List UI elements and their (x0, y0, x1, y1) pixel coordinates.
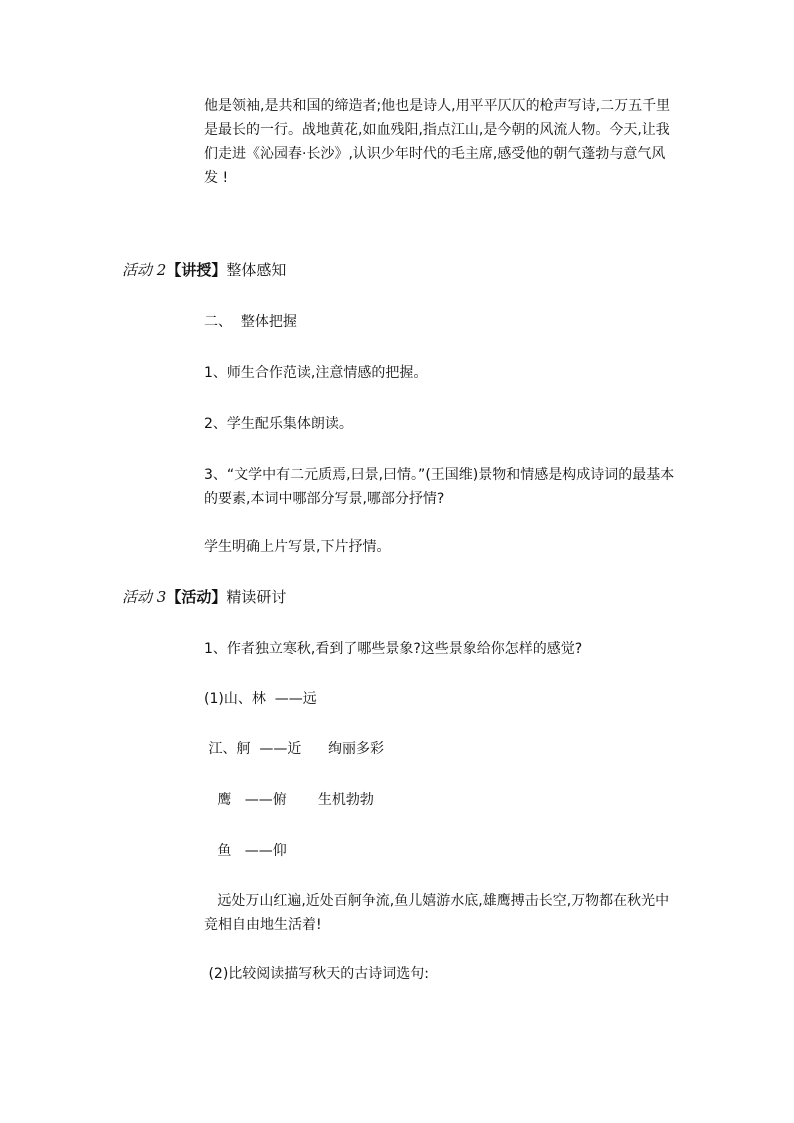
intro-paragraph (204, 94, 676, 190)
list-item: 2、学生配乐集体朗读。 (204, 416, 353, 432)
list-item: 3、“文学中有二元质焉,曰景,曰情。”(王国维)景物和情感是构成诗词的最基本 (204, 467, 675, 483)
activity-tag: 【讲授】 (166, 261, 227, 279)
section-title: 二、 整体把握 (204, 314, 297, 330)
activity-tag: 【活动】 (166, 588, 227, 606)
intro-line: 是最长的一行。战地黄花,如血残阳,指点江山,是今朝的风流人物。今天,让我 (204, 122, 670, 138)
question-text: (2)比较阅读描写秋天的古诗词选句: (204, 966, 429, 982)
activity-2-heading (122, 258, 286, 282)
list-item: 1、师生合作范读,注意情感的把握。 (204, 365, 428, 381)
response-line: (1)山、林 ——远 (204, 691, 317, 707)
intro-line: 他是领袖,是共和国的缔造者;他也是诗人,用平平仄仄的枪声写诗,二万五千里 (204, 98, 671, 114)
response-line: 江、舸 ——近 绚丽多彩 (204, 741, 385, 757)
activity-number: 活动 2 (122, 261, 167, 279)
question-text: 1、作者独立寒秋,看到了哪些景象?这些景象给你怎样的感觉? (204, 641, 583, 657)
intro-line: 发 ! (204, 170, 229, 186)
summary-text: 远处万山红遍,近处百舸争流,鱼儿嬉游水底,雄鹰搏击长空,万物都在秋光中 (204, 893, 670, 909)
activity-title: 整体感知 (226, 261, 287, 279)
answer-text: 学生明确上片写景,下片抒情。 (204, 539, 391, 555)
response-line: 鱼 ——仰 (204, 843, 287, 859)
activity-title: 精读研讨 (226, 588, 287, 606)
list-item-continuation: 的要素,本词中哪部分写景,哪部分抒情? (204, 491, 445, 507)
summary-text-continuation: 竞相自由地生活着! (204, 917, 322, 933)
activity-3-heading (122, 585, 286, 609)
response-line: 鹰 ——俯 生机勃勃 (204, 792, 374, 808)
intro-line: 们走进《沁园春·长沙》,认识少年时代的毛主席,感受他的朝气蓬勃与意气风 (204, 146, 666, 162)
activity-number: 活动 3 (122, 588, 167, 606)
